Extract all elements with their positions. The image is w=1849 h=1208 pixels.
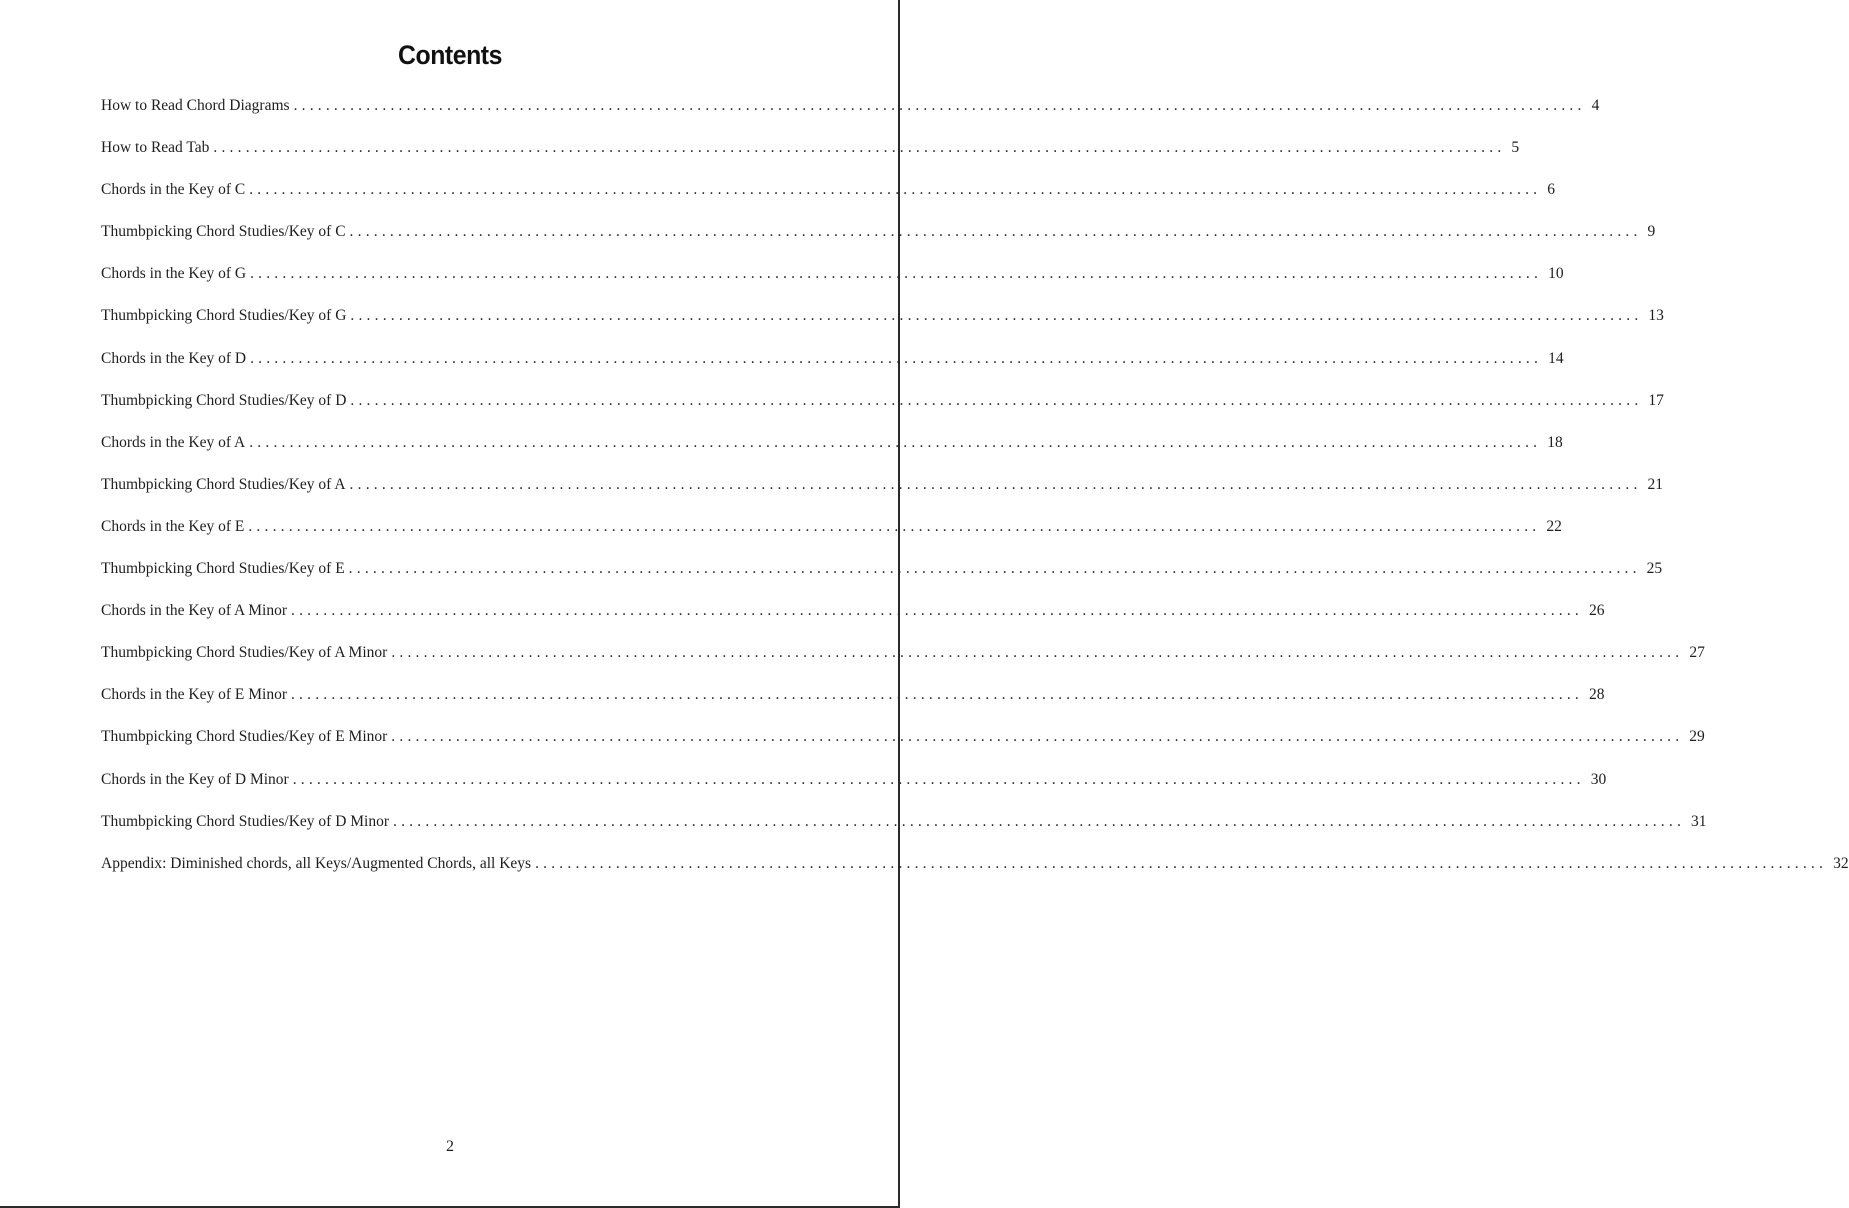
toc-entry (101, 262, 1564, 304)
toc-entry-label: Thumbpicking Chord Studies/Key of E (101, 560, 345, 578)
toc-entry (101, 515, 1562, 557)
toc-entry (101, 304, 1664, 346)
toc-entry-page: 31 (1691, 812, 1707, 830)
toc-entry (101, 136, 1520, 178)
dot-leader: ................................................................................................................................................................ (250, 265, 1543, 283)
toc-entry-label: Thumbpicking Chord Studies/Key of D (101, 391, 347, 409)
dot-leader: ................................................................................................................................................................ (391, 644, 1684, 662)
dot-leader: ................................................................................................................................................................ (349, 475, 1642, 493)
page-title: Contents (398, 40, 502, 70)
toc-entry-label: Appendix: Diminished chords, all Keys/Augmented Chords, all Keys (101, 854, 532, 872)
toc-entry-page: 4 (1591, 97, 1600, 114)
toc-entry-page: 27 (1689, 644, 1705, 662)
table-of-contents (101, 94, 1849, 894)
dot-leader: ................................................................................................................................................................ (348, 560, 1641, 578)
toc-entry (101, 347, 1564, 389)
page-number: 2 (446, 1138, 454, 1155)
toc-entry (101, 557, 1663, 599)
dot-leader: ................................................................................................................................................................ (292, 770, 1585, 788)
toc-entry-label: Chords in the Key of C (101, 181, 246, 199)
toc-entry-label: Chords in the Key of A (101, 433, 246, 451)
toc-entry (101, 683, 1605, 725)
dot-leader: ................................................................................................................................................................ (249, 181, 1542, 199)
toc-entry (101, 768, 1607, 810)
toc-entry-label: Chords in the Key of E (101, 517, 245, 535)
toc-entry (101, 178, 1555, 220)
toc-entry-label: Chords in the Key of E Minor (101, 686, 287, 704)
toc-entry-page: 21 (1647, 475, 1664, 493)
toc-entry (101, 641, 1705, 683)
toc-entry-page: 28 (1588, 686, 1605, 704)
toc-entry (101, 431, 1563, 473)
dot-leader: ................................................................................................................................................................ (250, 349, 1543, 367)
toc-entry (101, 389, 1664, 431)
dot-leader: ................................................................................................................................................................ (248, 517, 1541, 535)
toc-entry (101, 810, 1707, 852)
toc-entry-label: Thumbpicking Chord Studies/Key of A (101, 475, 346, 493)
dot-leader: ................................................................................................................................................................ (349, 223, 1642, 241)
toc-entry-page: 6 (1547, 181, 1555, 199)
toc-entry-label: Chords in the Key of D Minor (101, 770, 289, 788)
toc-entry-label: Chords in the Key of G (101, 265, 247, 283)
toc-entry-page: 25 (1646, 560, 1663, 578)
toc-entry-page: 5 (1511, 139, 1520, 157)
toc-entry (101, 599, 1605, 641)
toc-entry-page: 22 (1546, 517, 1562, 535)
toc-entry-page: 17 (1648, 391, 1664, 409)
toc-entry-page: 18 (1547, 433, 1563, 451)
dot-leader: ................................................................................................................................................................ (290, 686, 1583, 704)
toc-entry-label: How to Read Chord Diagrams (101, 97, 290, 114)
toc-entry-label: Chords in the Key of A Minor (101, 602, 287, 620)
dot-leader: ................................................................................................................................................................ (249, 433, 1542, 451)
toc-entry-page: 26 (1589, 602, 1605, 620)
toc-entry-page: 14 (1548, 349, 1564, 367)
dot-leader: ................................................................................................................................................................ (350, 307, 1643, 325)
dot-leader: ................................................................................................................................................................ (213, 139, 1506, 157)
dot-leader: ................................................................................................................................................................ (291, 602, 1583, 620)
toc-entry-label: Thumbpicking Chord Studies/Key of A Minor (101, 644, 388, 662)
dot-leader: ................................................................................................................................................................ (391, 728, 1684, 746)
toc-entry (101, 473, 1664, 515)
toc-entry-label: Thumbpicking Chord Studies/Key of D Minor (101, 812, 390, 830)
toc-entry-page: 32 (1833, 854, 1849, 872)
toc-entry (101, 94, 1600, 136)
toc-entry-label: Thumbpicking Chord Studies/Key of C (101, 223, 346, 241)
toc-entry-page: 10 (1548, 265, 1564, 283)
dot-leader: ................................................................................................................................................................ (350, 391, 1643, 409)
toc-entry-label: Thumbpicking Chord Studies/Key of G (101, 307, 347, 325)
toc-entry-page: 9 (1647, 223, 1656, 241)
toc-entry-label: How to Read Tab (101, 139, 210, 157)
toc-entry-page: 13 (1648, 307, 1664, 325)
dot-leader: ................................................................................................................................................................ (393, 812, 1686, 830)
toc-entry-label: Chords in the Key of D (101, 349, 247, 367)
toc-entry-label: Thumbpicking Chord Studies/Key of E Minor (101, 728, 388, 746)
toc-entry (101, 852, 1849, 894)
dot-leader: ................................................................................................................................................................ (535, 854, 1828, 872)
toc-entry (101, 220, 1656, 262)
toc-entry-page: 29 (1689, 728, 1705, 746)
dot-leader: ................................................................................................................................................................ (293, 97, 1586, 114)
toc-entry (101, 725, 1705, 767)
toc-entry-page: 30 (1590, 770, 1607, 788)
